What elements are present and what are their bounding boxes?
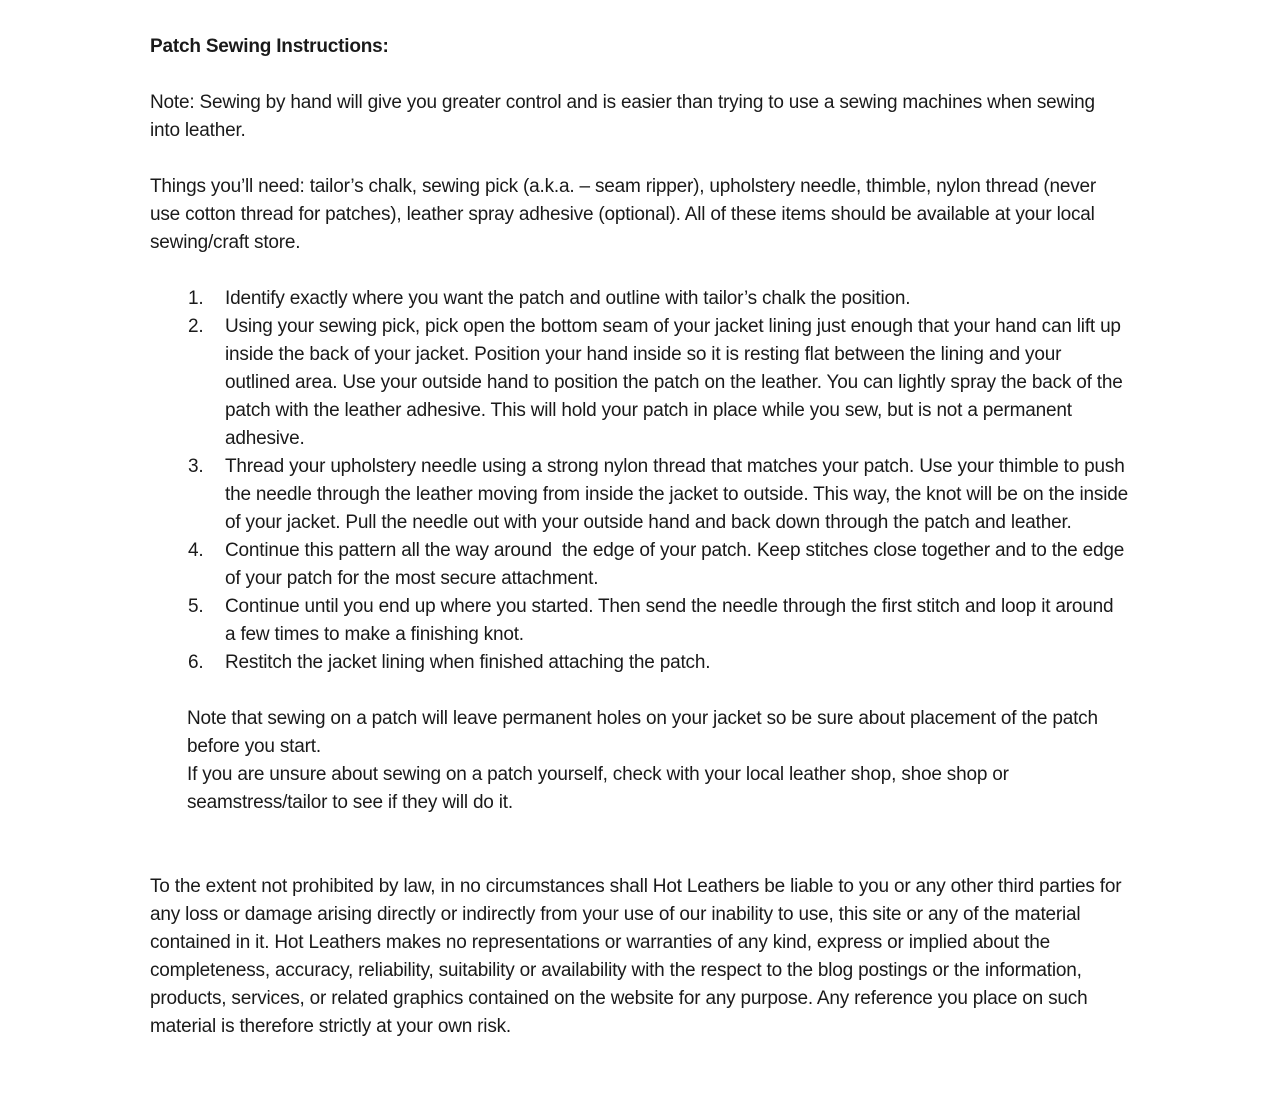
step-number: 3.: [188, 456, 204, 477]
step-number: 2.: [188, 316, 204, 337]
supplies-paragraph: Things you’ll need: tailor’s chalk, sewing pick (a.k.a. – seam ripper), upholstery needle, thimble, nylon thread (never use cotton thread for patches), leather spray adhesive (optional). All of these items should be available at your local sewing/craft store.: [150, 176, 1102, 253]
step-text: Thread your upholstery needle using a strong nylon thread that matches your patch. Use your thimble to push the needle through the leather moving from inside the jacket to outside. This way, the knot will be on the inside of your jacket. Pull the needle out with your outside hand and back down through the patch and leather.: [225, 456, 1134, 533]
closing-notes-block: [187, 705, 1125, 817]
step-item-4: [188, 537, 1128, 593]
step-number: 1.: [188, 288, 204, 309]
step-item-6: [188, 649, 1128, 677]
step-item-1: [188, 285, 1128, 313]
step-text: Continue until you end up where you started. Then send the needle through the first stitch and loop it around a few times to make a finishing knot.: [225, 596, 1119, 645]
step-item-3: [188, 453, 1134, 537]
unsure-note-paragraph: If you are unsure about sewing on a patch yourself, check with your local leather shop, shoe shop or seamstress/tailor to see if they will do it.: [187, 764, 1014, 813]
step-item-5: [188, 593, 1128, 649]
step-number: 5.: [188, 596, 204, 617]
step-text: Identify exactly where you want the patch and outline with tailor’s chalk the position.: [225, 288, 911, 309]
step-text: Using your sewing pick, pick open the bottom seam of your jacket lining just enough that your hand can lift up inside the back of your jacket. Position your hand inside so it is resting flat between the lining and your outlined area. Use your outside hand to position the patch on the leather. You can lightly spray the back of the patch with the leather adhesive. This will hold your patch in place while you sew, but is not a permanent adhesive.: [225, 316, 1128, 449]
document-content: [150, 33, 1134, 1041]
intro-note-paragraph: Note: Sewing by hand will give you greater control and is easier than trying to use a sewing machines when sewing into leather.: [150, 92, 1100, 141]
step-text: Restitch the jacket lining when finished attaching the patch.: [225, 652, 711, 673]
step-number: 6.: [188, 652, 204, 673]
instruction-steps-list: [188, 285, 1134, 677]
document-title: Patch Sewing Instructions:: [150, 36, 389, 57]
step-item-2: [188, 313, 1128, 453]
step-text: Continue this pattern all the way around the edge of your patch. Keep stitches close together and to the edge of your patch for the most secure attachment.: [225, 540, 1130, 589]
step-number: 4.: [188, 540, 204, 561]
legal-disclaimer-paragraph: To the extent not prohibited by law, in no circumstances shall Hot Leathers be liable to you or any other third parties for any loss or damage arising directly or indirectly from your use of our inability to use, this site or any of the material contained in it. Hot Leathers makes no representations or warranties of any kind, express or implied about the completeness, accuracy, reliability, suitability or availability with the respect to the blog postings or the information, products, services, or related graphics contained on the website for any purpose. Any reference you place on such material is therefore strictly at your own risk.: [150, 876, 1127, 1037]
placement-note-paragraph: Note that sewing on a patch will leave permanent holes on your jacket so be sure about placement of the patch before you start.: [187, 708, 1103, 757]
